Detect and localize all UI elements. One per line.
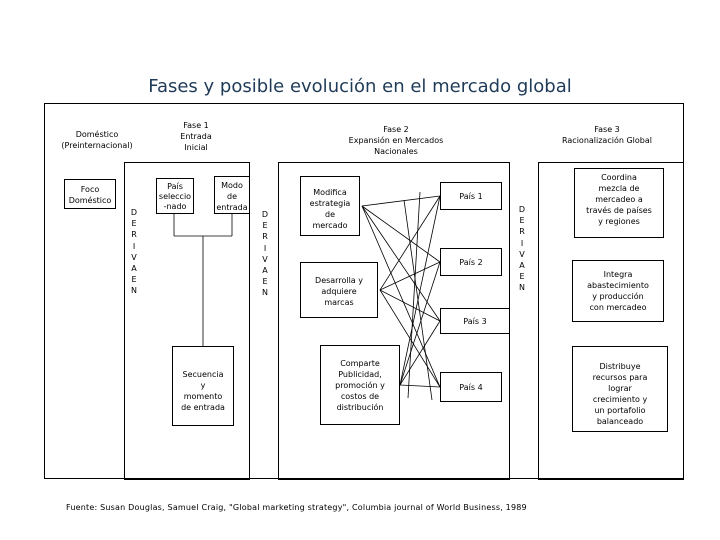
derivan-letter: V <box>262 254 268 264</box>
page-title: Fases y posible evolución en el mercado global <box>148 76 572 97</box>
country-box-1: País 1 <box>440 182 502 210</box>
derivan-letter: A <box>519 261 525 271</box>
phase1-label: Fase 1 Entrada Inicial <box>180 121 212 152</box>
modify-strategy-box: Modifica estrategia de mercado <box>300 176 360 236</box>
source-citation: Fuente: Susan Douglas, Samuel Craig, "Global marketing strategy", Columbia journal of World Business, 1989 <box>66 503 527 512</box>
derivan-letter: I <box>520 238 524 248</box>
domestic-focus-box: Foco Doméstico <box>64 179 116 209</box>
share-costs-box: Comparte Publicidad, promoción y costos de distribución <box>320 345 400 425</box>
develop-brands-box: Desarrolla y adquiere marcas <box>300 262 378 318</box>
derivan-letter: R <box>519 227 525 237</box>
distribute-resources-box: Distribuye recursos para lograr crecimiento y un portafolio balanceado <box>572 346 668 432</box>
derivan-letter: N <box>262 288 268 298</box>
derivan-letter: N <box>131 286 137 296</box>
derivan-letter: V <box>131 252 137 262</box>
phase2-label: Fase 2 Expansión en Mercados Nacionales <box>348 125 444 156</box>
phase3-label: Fase 3 Racionalización Global <box>562 125 652 145</box>
coordinate-mix-box: Coordina mezcla de mercadeo a través de países y regiones <box>574 168 664 238</box>
entry-mode-box: Modo de entrada <box>214 176 250 214</box>
derivan-letter: E <box>519 272 525 282</box>
derivan-letter: E <box>131 275 137 285</box>
derivan-letter: A <box>262 266 268 276</box>
sequence-timing-box: Secuencia y momento de entrada <box>172 346 234 426</box>
derivan-letter: E <box>519 216 525 226</box>
derivan-letter: N <box>519 283 525 293</box>
derivan-letter: D <box>261 210 269 219</box>
country-box-4: País 4 <box>440 372 502 402</box>
integrate-sourcing-box: Integra abastecimiento y producción con mercadeo <box>572 260 664 322</box>
derivan-letter: E <box>262 277 268 287</box>
derivan-letter: I <box>132 241 136 251</box>
derivan-letter: V <box>519 249 525 259</box>
selected-country-box: País seleccio -nado <box>156 178 194 214</box>
phase-domestic-label: Doméstico (Preinternacional) <box>61 130 133 150</box>
derivan-letter: R <box>131 230 137 240</box>
country-box-3: País 3 <box>440 308 510 334</box>
derivan-letter: I <box>263 243 267 253</box>
derivan-letter: R <box>262 232 268 242</box>
derivan-letter: D <box>130 208 138 217</box>
country-box-2: País 2 <box>440 248 502 276</box>
derivan-letter: E <box>262 221 268 231</box>
derivan-letter: D <box>518 205 526 214</box>
derivan-letter: A <box>131 264 137 274</box>
derivan-letter: E <box>131 219 137 229</box>
